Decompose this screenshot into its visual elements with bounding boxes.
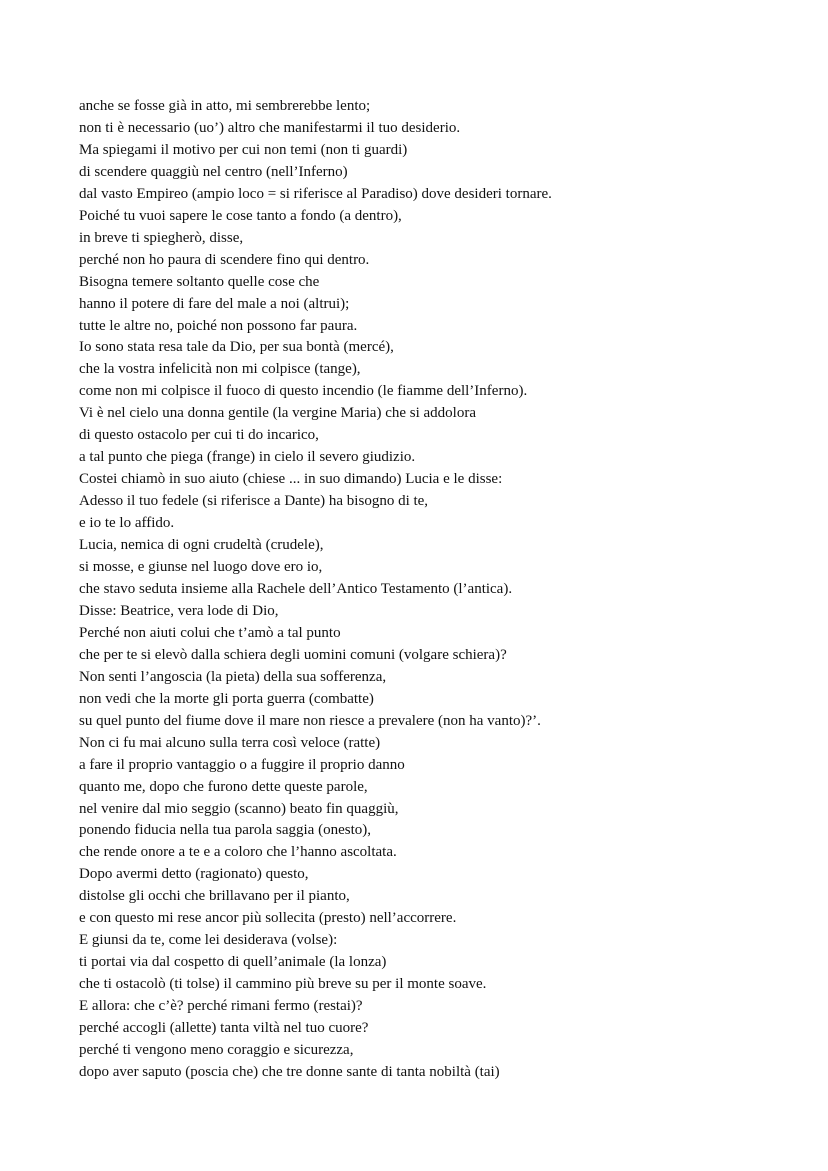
text-line: nel venire dal mio seggio (scanno) beato fin quaggiù, <box>79 800 399 817</box>
text-line: non ti è necessario (uo’) altro che manifestarmi il tuo desiderio. <box>79 119 461 136</box>
text-line: Costei chiamò in suo aiuto (chiese ... in suo dimando) Lucia e le disse: <box>79 471 503 488</box>
text-line: perché ti vengono meno coraggio e sicurezza, <box>79 1041 354 1058</box>
text-block <box>79 96 779 1084</box>
text-line: a tal punto che piega (frange) in cielo il severo giudizio. <box>79 449 416 466</box>
text-line: hanno il potere di fare del male a noi (altrui); <box>79 295 350 312</box>
text-line: Vi è nel cielo una donna gentile (la vergine Maria) che si addolora <box>79 405 477 422</box>
text-line: che stavo seduta insieme alla Rachele dell’Antico Testamento (l’antica). <box>79 580 513 597</box>
text-line: Non ci fu mai alcuno sulla terra così veloce (ratte) <box>79 734 381 751</box>
text-line: in breve ti spiegherò, disse, <box>79 229 244 246</box>
text-line: e io te lo affido. <box>79 515 175 532</box>
text-line: che la vostra infelicità non mi colpisce (tange), <box>79 361 361 378</box>
text-line: a fare il proprio vantaggio o a fuggire il proprio danno <box>79 756 405 773</box>
text-line: quanto me, dopo che furono dette queste parole, <box>79 778 368 795</box>
text-line: perché accogli (allette) tanta viltà nel tuo cuore? <box>79 1020 369 1037</box>
text-line: come non mi colpisce il fuoco di questo incendio (le fiamme dell’Inferno). <box>79 383 528 400</box>
text-line: perché non ho paura di scendere fino qui dentro. <box>79 251 370 268</box>
text-line: Dopo avermi detto (ragionato) questo, <box>79 866 309 883</box>
text-line: anche se fosse già in atto, mi sembrerebbe lento; <box>79 98 371 114</box>
text-line: non vedi che la morte gli porta guerra (combatte) <box>79 690 374 707</box>
text-line: di questo ostacolo per cui ti do incarico, <box>79 427 319 444</box>
text-line: Ma spiegami il motivo per cui non temi (non ti guardi) <box>79 141 408 158</box>
text-line: ponendo fiducia nella tua parola saggia (onesto), <box>79 822 371 839</box>
text-line: ti portai via dal cospetto di quell’animale (la lonza) <box>79 954 387 971</box>
text-line: Bisogna temere soltanto quelle cose che <box>79 273 320 290</box>
text-line: Disse: Beatrice, vera lode di Dio, <box>79 602 279 619</box>
text-line: Non senti l’angoscia (la pieta) della sua sofferenza, <box>79 668 387 685</box>
text-line: Io sono stata resa tale da Dio, per sua bontà (mercé), <box>79 339 394 356</box>
text-line: Perché non aiuti colui che t’amò a tal punto <box>79 624 341 641</box>
text-line: di scendere quaggiù nel centro (nell’Inferno) <box>79 163 348 180</box>
text-line: Adesso il tuo fedele (si riferisce a Dante) ha bisogno di te, <box>79 493 429 510</box>
text-line: che rende onore a te e a coloro che l’hanno ascoltata. <box>79 844 397 861</box>
text-line: dal vasto Empireo (ampio loco = si riferisce al Paradiso) dove desideri tornare. <box>79 185 552 202</box>
text-line: distolse gli occhi che brillavano per il pianto, <box>79 888 350 905</box>
text-line: dopo aver saputo (poscia che) che tre donne sante di tanta nobiltà (tai) <box>79 1063 500 1080</box>
text-line: E allora: che c’è? perché rimani fermo (restai)? <box>79 998 363 1015</box>
text-line: Lucia, nemica di ogni crudeltà (crudele), <box>79 537 324 554</box>
text-line: che per te si elevò dalla schiera degli uomini comuni (volgare schiera)? <box>79 646 507 663</box>
text-line: Poiché tu vuoi sapere le cose tanto a fondo (a dentro), <box>79 207 402 224</box>
text-line: che ti ostacolò (ti tolse) il cammino più breve su per il monte soave. <box>79 976 487 993</box>
text-line: e con questo mi rese ancor più sollecita (presto) nell’accorrere. <box>79 910 457 927</box>
text-line: si mosse, e giunse nel luogo dove ero io, <box>79 559 323 576</box>
text-line: E giunsi da te, come lei desiderava (volse): <box>79 932 338 949</box>
text-line: su quel punto del fiume dove il mare non riesce a prevalere (non ha vanto)?’. <box>79 712 541 729</box>
text-line: tutte le altre no, poiché non possono far paura. <box>79 317 358 334</box>
